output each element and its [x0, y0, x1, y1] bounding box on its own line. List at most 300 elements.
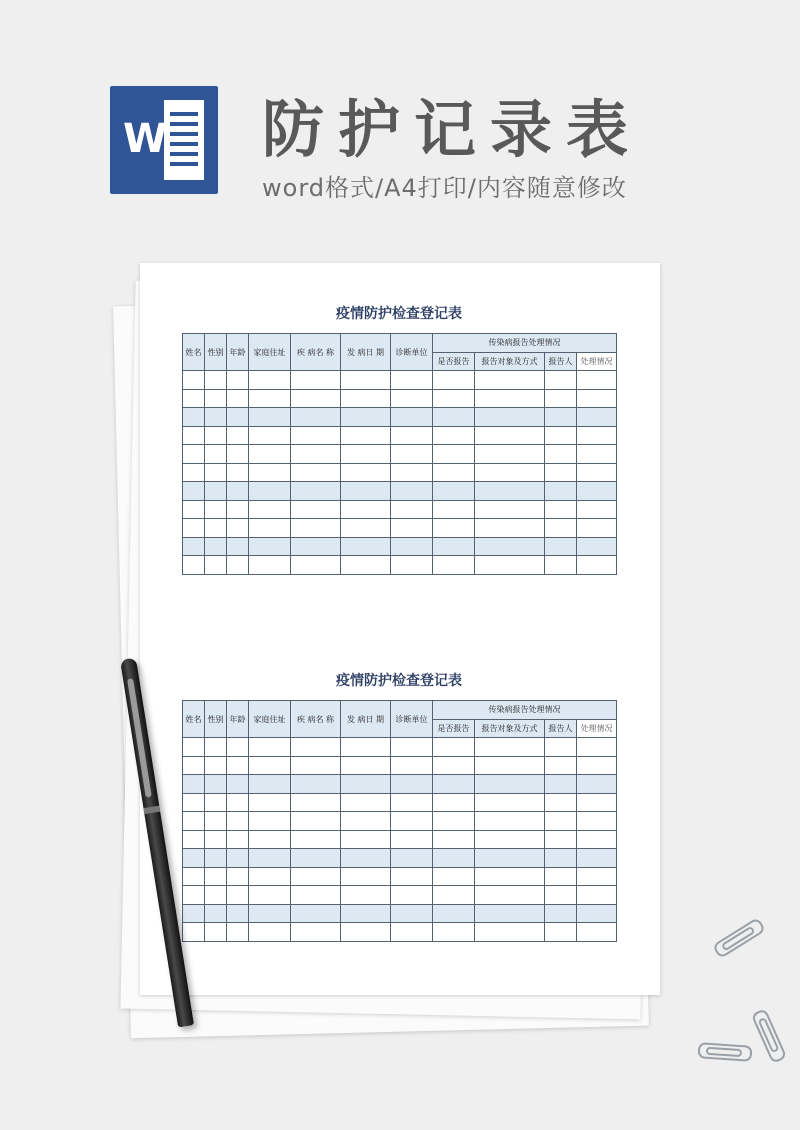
- table-cell[interactable]: [577, 738, 617, 757]
- table-cell[interactable]: [205, 445, 227, 464]
- table-row: [183, 482, 617, 501]
- group-header-report: 传染病报告处理情况: [433, 701, 617, 720]
- table-cell[interactable]: [205, 812, 227, 831]
- table-cell[interactable]: [291, 556, 341, 575]
- col-header-disease: 疾 病名 称: [291, 334, 341, 371]
- table-cell[interactable]: [433, 426, 475, 445]
- table-cell[interactable]: [249, 500, 291, 519]
- table-cell[interactable]: [545, 389, 577, 408]
- table-cell[interactable]: [249, 923, 291, 942]
- table-cell[interactable]: [391, 886, 433, 905]
- table-cell[interactable]: [205, 886, 227, 905]
- table-cell[interactable]: [341, 463, 391, 482]
- table-row: [183, 830, 617, 849]
- table-cell[interactable]: [249, 849, 291, 868]
- table-cell[interactable]: [391, 482, 433, 501]
- pen-band: [143, 806, 160, 814]
- col-header-disease: 疾 病名 称: [291, 701, 341, 738]
- table-cell[interactable]: [433, 830, 475, 849]
- table-cell[interactable]: [475, 886, 545, 905]
- table-cell[interactable]: [205, 389, 227, 408]
- table-cell[interactable]: [291, 463, 341, 482]
- table-cell[interactable]: [183, 408, 205, 427]
- group-header-report: 传染病报告处理情况: [433, 334, 617, 353]
- table-cell[interactable]: [249, 738, 291, 757]
- form-title: 疫情防护检查登记表: [336, 306, 462, 322]
- table-cell[interactable]: [475, 463, 545, 482]
- table-cell[interactable]: [227, 445, 249, 464]
- table-cell[interactable]: [391, 849, 433, 868]
- table-cell[interactable]: [433, 867, 475, 886]
- table-cell[interactable]: [205, 537, 227, 556]
- table-cell[interactable]: [249, 408, 291, 427]
- table-cell[interactable]: [545, 793, 577, 812]
- table-cell[interactable]: [577, 445, 617, 464]
- form-1: [182, 303, 616, 575]
- col-header-handling: 处理情况: [577, 352, 617, 371]
- table-cell[interactable]: [475, 537, 545, 556]
- table-cell[interactable]: [341, 500, 391, 519]
- table-cell[interactable]: [391, 463, 433, 482]
- table-cell[interactable]: [249, 812, 291, 831]
- table-cell[interactable]: [291, 519, 341, 538]
- table-cell[interactable]: [227, 793, 249, 812]
- table-cell[interactable]: [183, 812, 205, 831]
- table-cell[interactable]: [341, 426, 391, 445]
- table-cell[interactable]: [291, 371, 341, 390]
- table-cell[interactable]: [205, 738, 227, 757]
- table-cell[interactable]: [183, 923, 205, 942]
- table-cell[interactable]: [249, 371, 291, 390]
- paperclip-icon: [712, 917, 766, 959]
- table-cell[interactable]: [183, 537, 205, 556]
- table-row: [183, 867, 617, 886]
- table-cell[interactable]: [577, 371, 617, 390]
- table-cell[interactable]: [577, 756, 617, 775]
- table-cell[interactable]: [227, 775, 249, 794]
- table-cell[interactable]: [475, 445, 545, 464]
- table-cell[interactable]: [391, 830, 433, 849]
- col-header-name: 姓名: [183, 701, 205, 738]
- table-cell[interactable]: [205, 482, 227, 501]
- table-cell[interactable]: [391, 923, 433, 942]
- table-cell[interactable]: [391, 500, 433, 519]
- table-cell[interactable]: [183, 463, 205, 482]
- table-cell[interactable]: [433, 463, 475, 482]
- table-cell[interactable]: [341, 371, 391, 390]
- table-cell[interactable]: [475, 830, 545, 849]
- table-cell[interactable]: [341, 556, 391, 575]
- table-cell[interactable]: [391, 738, 433, 757]
- table-cell[interactable]: [291, 482, 341, 501]
- table-cell[interactable]: [183, 426, 205, 445]
- table-cell[interactable]: [391, 408, 433, 427]
- table-cell[interactable]: [433, 923, 475, 942]
- table-cell[interactable]: [291, 738, 341, 757]
- table-cell[interactable]: [227, 389, 249, 408]
- table-cell[interactable]: [577, 775, 617, 794]
- table-row: [183, 537, 617, 556]
- table-cell[interactable]: [227, 923, 249, 942]
- table-cell[interactable]: [183, 904, 205, 923]
- table-cell[interactable]: [183, 849, 205, 868]
- table-row: [183, 445, 617, 464]
- table-cell[interactable]: [577, 519, 617, 538]
- table-cell[interactable]: [227, 408, 249, 427]
- table-cell[interactable]: [249, 886, 291, 905]
- table-cell[interactable]: [475, 812, 545, 831]
- form-2: [182, 670, 616, 942]
- table-cell[interactable]: [291, 830, 341, 849]
- table-cell[interactable]: [183, 519, 205, 538]
- table-cell[interactable]: [227, 482, 249, 501]
- table-cell[interactable]: [545, 756, 577, 775]
- table-row: [183, 849, 617, 868]
- table-cell[interactable]: [249, 793, 291, 812]
- table-row: [183, 556, 617, 575]
- table-cell[interactable]: [341, 738, 391, 757]
- table-cell[interactable]: [545, 849, 577, 868]
- table-cell[interactable]: [291, 500, 341, 519]
- table-cell[interactable]: [545, 812, 577, 831]
- table-cell[interactable]: [475, 426, 545, 445]
- table-cell[interactable]: [577, 812, 617, 831]
- col-header-gender: 性别: [205, 701, 227, 738]
- col-header-address: 家庭住址: [249, 701, 291, 738]
- table-cell[interactable]: [291, 904, 341, 923]
- table-cell[interactable]: [205, 463, 227, 482]
- table-cell[interactable]: [545, 556, 577, 575]
- table-cell[interactable]: [249, 537, 291, 556]
- table-cell[interactable]: [577, 389, 617, 408]
- table-cell[interactable]: [577, 556, 617, 575]
- table-cell[interactable]: [205, 500, 227, 519]
- table-cell[interactable]: [183, 389, 205, 408]
- table-row: [183, 519, 617, 538]
- table-cell[interactable]: [205, 867, 227, 886]
- table-row: [183, 775, 617, 794]
- table-cell[interactable]: [341, 904, 391, 923]
- table-cell[interactable]: [391, 537, 433, 556]
- table-cell[interactable]: [227, 812, 249, 831]
- table-cell[interactable]: [545, 923, 577, 942]
- table-cell[interactable]: [205, 756, 227, 775]
- table-cell[interactable]: [433, 408, 475, 427]
- table-cell[interactable]: [391, 793, 433, 812]
- col-header-reported: 是否报告: [433, 719, 475, 738]
- table-cell[interactable]: [545, 371, 577, 390]
- table-cell[interactable]: [433, 904, 475, 923]
- table-cell[interactable]: [433, 793, 475, 812]
- table-cell[interactable]: [341, 775, 391, 794]
- table-cell[interactable]: [227, 886, 249, 905]
- form-rows[interactable]: [183, 738, 617, 942]
- form-table: [182, 700, 617, 942]
- table-cell[interactable]: [433, 537, 475, 556]
- table-cell[interactable]: [291, 389, 341, 408]
- table-cell[interactable]: [577, 463, 617, 482]
- table-cell[interactable]: [545, 463, 577, 482]
- table-cell[interactable]: [205, 556, 227, 575]
- table-cell[interactable]: [433, 500, 475, 519]
- table-cell[interactable]: [341, 389, 391, 408]
- page-title: 防护记录表: [262, 93, 643, 166]
- table-cell[interactable]: [433, 519, 475, 538]
- table-cell[interactable]: [205, 371, 227, 390]
- page-subtitle: word格式/A4打印/内容随意修改: [262, 174, 627, 202]
- paperclip-icon: [698, 1042, 753, 1062]
- table-cell[interactable]: [291, 923, 341, 942]
- table-cell[interactable]: [183, 867, 205, 886]
- table-cell[interactable]: [249, 830, 291, 849]
- table-cell[interactable]: [391, 426, 433, 445]
- col-header-age: 年龄: [227, 701, 249, 738]
- table-cell[interactable]: [183, 556, 205, 575]
- table-cell[interactable]: [341, 849, 391, 868]
- table-cell[interactable]: [249, 756, 291, 775]
- table-cell[interactable]: [433, 775, 475, 794]
- table-cell[interactable]: [291, 849, 341, 868]
- table-cell[interactable]: [227, 426, 249, 445]
- table-cell[interactable]: [183, 775, 205, 794]
- form-table: [182, 333, 617, 575]
- table-cell[interactable]: [291, 756, 341, 775]
- table-row: [183, 738, 617, 757]
- table-cell[interactable]: [249, 556, 291, 575]
- table-cell[interactable]: [475, 775, 545, 794]
- table-cell[interactable]: [291, 812, 341, 831]
- col-header-address: 家庭住址: [249, 334, 291, 371]
- table-cell[interactable]: [475, 408, 545, 427]
- table-cell[interactable]: [341, 445, 391, 464]
- table-cell[interactable]: [341, 756, 391, 775]
- table-cell[interactable]: [433, 371, 475, 390]
- table-cell[interactable]: [291, 886, 341, 905]
- table-cell[interactable]: [341, 886, 391, 905]
- table-cell[interactable]: [577, 849, 617, 868]
- table-cell[interactable]: [433, 849, 475, 868]
- table-cell[interactable]: [291, 867, 341, 886]
- table-cell[interactable]: [433, 738, 475, 757]
- table-cell[interactable]: [433, 389, 475, 408]
- table-cell[interactable]: [183, 482, 205, 501]
- table-cell[interactable]: [545, 738, 577, 757]
- table-cell[interactable]: [205, 793, 227, 812]
- col-header-report-method: 报告对象及方式: [475, 352, 545, 371]
- table-cell[interactable]: [475, 923, 545, 942]
- table-cell[interactable]: [545, 867, 577, 886]
- table-cell[interactable]: [577, 886, 617, 905]
- table-cell[interactable]: [545, 537, 577, 556]
- paperclip-icon: [751, 1008, 788, 1064]
- table-row: [183, 408, 617, 427]
- col-header-reported: 是否报告: [433, 352, 475, 371]
- table-cell[interactable]: [577, 867, 617, 886]
- table-cell[interactable]: [291, 445, 341, 464]
- table-cell[interactable]: [227, 738, 249, 757]
- table-cell[interactable]: [183, 756, 205, 775]
- table-cell[interactable]: [391, 867, 433, 886]
- table-cell[interactable]: [577, 904, 617, 923]
- table-cell[interactable]: [433, 756, 475, 775]
- table-cell[interactable]: [249, 482, 291, 501]
- table-cell[interactable]: [341, 812, 391, 831]
- table-cell[interactable]: [205, 408, 227, 427]
- table-row: [183, 793, 617, 812]
- table-cell[interactable]: [475, 371, 545, 390]
- table-cell[interactable]: [545, 904, 577, 923]
- table-cell[interactable]: [227, 556, 249, 575]
- table-cell[interactable]: [391, 904, 433, 923]
- table-cell[interactable]: [183, 371, 205, 390]
- col-header-onset-date: 发 病日 期: [341, 334, 391, 371]
- table-cell[interactable]: [249, 463, 291, 482]
- table-cell[interactable]: [249, 867, 291, 886]
- table-cell[interactable]: [249, 426, 291, 445]
- table-cell[interactable]: [227, 500, 249, 519]
- table-cell[interactable]: [475, 756, 545, 775]
- table-cell[interactable]: [433, 482, 475, 501]
- table-cell[interactable]: [183, 830, 205, 849]
- col-header-gender: 性别: [205, 334, 227, 371]
- table-cell[interactable]: [475, 519, 545, 538]
- table-cell[interactable]: [545, 775, 577, 794]
- col-header-diagnosis-unit: 诊断单位: [391, 334, 433, 371]
- table-cell[interactable]: [227, 867, 249, 886]
- table-cell[interactable]: [291, 775, 341, 794]
- table-cell[interactable]: [183, 738, 205, 757]
- table-row: [183, 389, 617, 408]
- table-cell[interactable]: [545, 482, 577, 501]
- table-cell[interactable]: [227, 537, 249, 556]
- table-cell[interactable]: [545, 426, 577, 445]
- col-header-handling: 处理情况: [577, 719, 617, 738]
- table-cell[interactable]: [433, 556, 475, 575]
- header: [0, 0, 800, 240]
- table-cell[interactable]: [183, 886, 205, 905]
- table-cell[interactable]: [291, 793, 341, 812]
- table-cell[interactable]: [475, 556, 545, 575]
- table-cell[interactable]: [475, 904, 545, 923]
- col-header-reporter: 报告人: [545, 352, 577, 371]
- table-cell[interactable]: [577, 482, 617, 501]
- table-cell[interactable]: [391, 756, 433, 775]
- table-cell[interactable]: [577, 500, 617, 519]
- table-cell[interactable]: [227, 756, 249, 775]
- table-cell[interactable]: [249, 904, 291, 923]
- form-title: 疫情防护检查登记表: [336, 673, 462, 689]
- col-header-name: 姓名: [183, 334, 205, 371]
- table-cell[interactable]: [205, 830, 227, 849]
- table-cell[interactable]: [475, 500, 545, 519]
- table-cell[interactable]: [577, 830, 617, 849]
- table-cell[interactable]: [291, 408, 341, 427]
- table-cell[interactable]: [341, 923, 391, 942]
- word-letter: W: [122, 116, 168, 162]
- table-cell[interactable]: [391, 775, 433, 794]
- table-cell[interactable]: [227, 830, 249, 849]
- table-cell[interactable]: [475, 389, 545, 408]
- table-cell[interactable]: [249, 519, 291, 538]
- table-cell[interactable]: [545, 500, 577, 519]
- table-cell[interactable]: [545, 886, 577, 905]
- col-header-onset-date: 发 病日 期: [341, 701, 391, 738]
- table-cell[interactable]: [205, 849, 227, 868]
- table-cell[interactable]: [545, 519, 577, 538]
- table-cell[interactable]: [205, 923, 227, 942]
- table-cell[interactable]: [341, 793, 391, 812]
- table-cell[interactable]: [577, 537, 617, 556]
- table-cell[interactable]: [227, 519, 249, 538]
- table-cell[interactable]: [577, 408, 617, 427]
- form-rows[interactable]: [183, 371, 617, 575]
- table-cell[interactable]: [341, 482, 391, 501]
- table-cell[interactable]: [577, 426, 617, 445]
- table-cell[interactable]: [341, 537, 391, 556]
- table-cell[interactable]: [475, 867, 545, 886]
- table-cell[interactable]: [291, 426, 341, 445]
- table-cell[interactable]: [205, 904, 227, 923]
- table-row: [183, 426, 617, 445]
- table-cell[interactable]: [205, 519, 227, 538]
- table-cell[interactable]: [475, 482, 545, 501]
- col-header-age: 年龄: [227, 334, 249, 371]
- table-cell[interactable]: [545, 408, 577, 427]
- table-cell[interactable]: [433, 445, 475, 464]
- table-cell[interactable]: [249, 445, 291, 464]
- table-cell[interactable]: [227, 849, 249, 868]
- table-cell[interactable]: [341, 830, 391, 849]
- table-cell[interactable]: [227, 371, 249, 390]
- table-cell[interactable]: [183, 500, 205, 519]
- table-row: [183, 904, 617, 923]
- table-cell[interactable]: [391, 389, 433, 408]
- col-header-report-method: 报告对象及方式: [475, 719, 545, 738]
- table-cell[interactable]: [391, 445, 433, 464]
- table-cell[interactable]: [577, 793, 617, 812]
- table-cell[interactable]: [227, 904, 249, 923]
- table-cell[interactable]: [475, 849, 545, 868]
- table-row: [183, 463, 617, 482]
- table-cell[interactable]: [545, 445, 577, 464]
- table-cell[interactable]: [341, 408, 391, 427]
- table-row: [183, 923, 617, 942]
- table-cell[interactable]: [249, 775, 291, 794]
- table-cell[interactable]: [205, 775, 227, 794]
- word-logo-icon: [110, 86, 218, 194]
- table-cell[interactable]: [475, 738, 545, 757]
- table-cell[interactable]: [341, 867, 391, 886]
- table-cell[interactable]: [183, 793, 205, 812]
- table-row: [183, 500, 617, 519]
- table-cell[interactable]: [249, 389, 291, 408]
- table-cell[interactable]: [475, 793, 545, 812]
- table-row: [183, 371, 617, 390]
- table-cell[interactable]: [341, 519, 391, 538]
- table-cell[interactable]: [205, 426, 227, 445]
- table-cell[interactable]: [391, 556, 433, 575]
- table-cell[interactable]: [391, 812, 433, 831]
- table-cell[interactable]: [545, 830, 577, 849]
- table-cell[interactable]: [391, 371, 433, 390]
- table-cell[interactable]: [291, 537, 341, 556]
- table-cell[interactable]: [227, 463, 249, 482]
- table-cell[interactable]: [433, 886, 475, 905]
- table-cell[interactable]: [183, 445, 205, 464]
- table-cell[interactable]: [391, 519, 433, 538]
- table-cell[interactable]: [433, 812, 475, 831]
- table-cell[interactable]: [577, 923, 617, 942]
